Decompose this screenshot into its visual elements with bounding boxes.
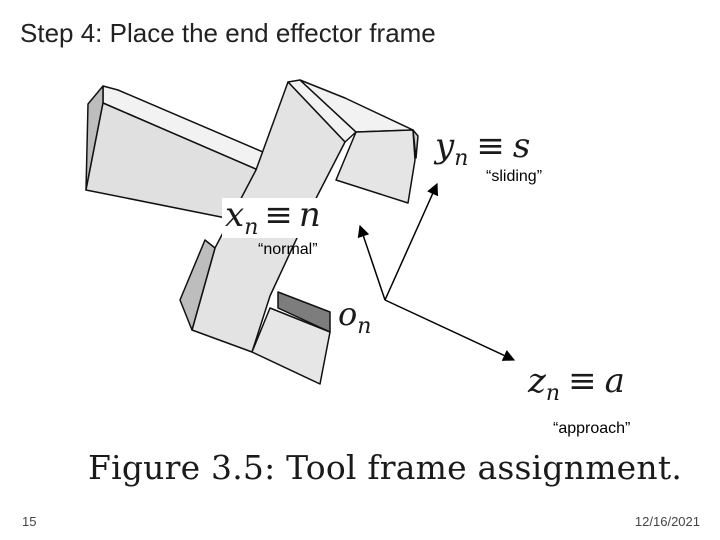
normal-quote: “normal”	[258, 241, 318, 258]
y-axis-arrow	[385, 184, 437, 300]
frame-axes	[360, 184, 514, 360]
x-axis-arrow	[360, 226, 385, 300]
z-axis-label: $z_n \equiv a$	[528, 361, 625, 406]
right-jaw-front	[336, 130, 415, 203]
slide-date: 12/16/2021	[634, 514, 700, 529]
figure-caption: Figure 3.5: Tool frame assignment.	[88, 448, 683, 487]
x-axis-label: $x_n \equiv n$	[225, 195, 321, 240]
page-number: 15	[22, 514, 37, 529]
origin-label: $o_n$	[338, 295, 372, 339]
y-axis-label: $y_n \equiv s$	[435, 126, 531, 171]
sliding-quote: “sliding”	[486, 168, 543, 185]
z-axis-arrow	[385, 300, 514, 360]
approach-quote: “approach”	[553, 420, 631, 437]
slide-title: Step 4: Place the end effector frame	[20, 18, 436, 48]
